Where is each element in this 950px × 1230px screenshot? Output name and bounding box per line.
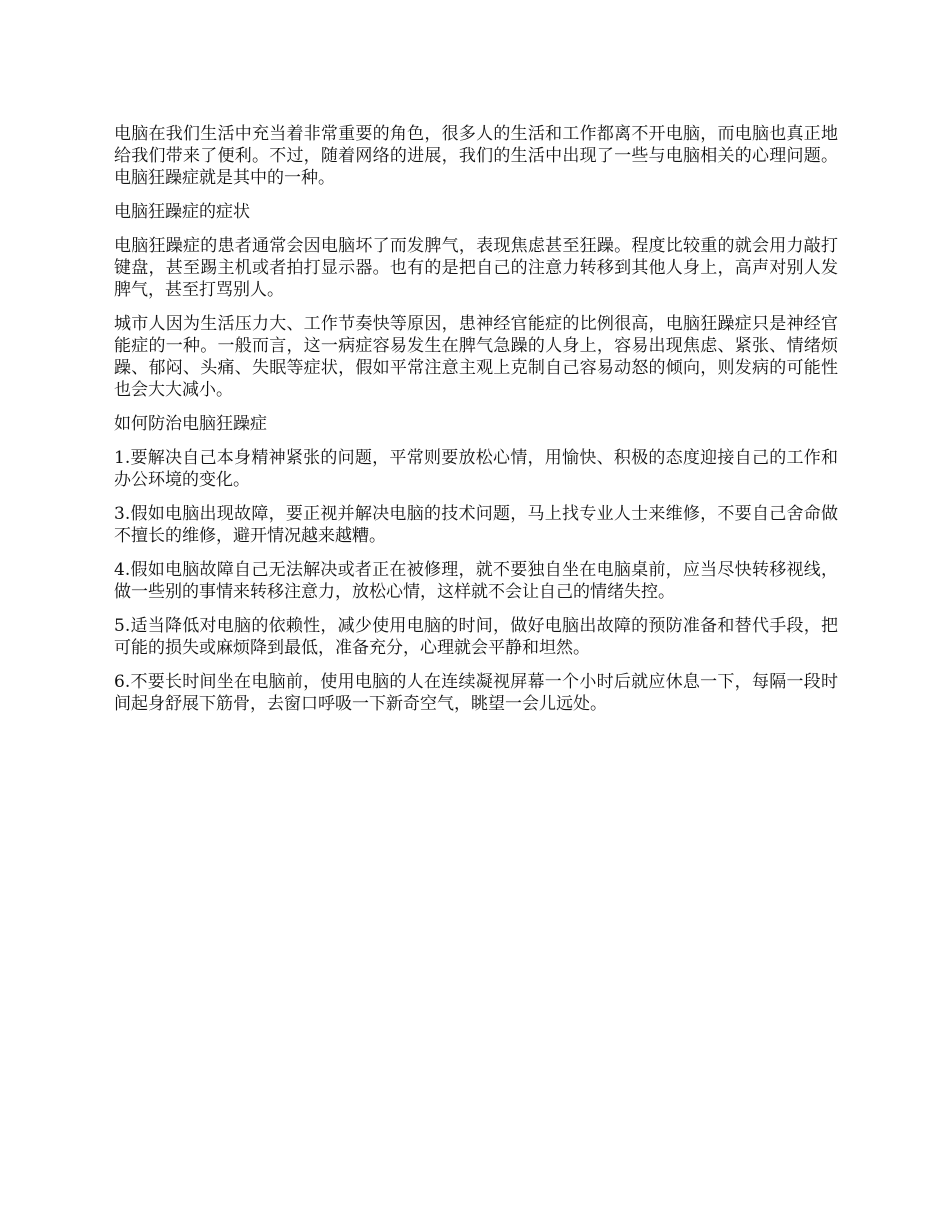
tip-item: 3.假如电脑出现故障，要正视并解决电脑的技术问题，马上找专业人士来维修，不要自己舍命做不擅长的维修，避开情况越来越糟。 xyxy=(114,504,838,546)
section-heading-symptoms: 电脑狂躁症的症状 xyxy=(114,202,250,222)
tip-item: 4.假如电脑故障自己无法解决或者正在被修理，就不要独自坐在电脑桌前，应当尽快转移视线，做一些别的事情来转移注意力，放松心情，这样就不会让自己的情绪失控。 xyxy=(114,560,838,602)
intro-paragraph: 电脑在我们生活中充当着非常重要的角色，很多人的生活和工作都离不开电脑，而电脑也真正地给我们带来了便利。不过，随着网络的进展，我们的生活中出现了一些与电脑相关的心理问题。电脑狂躁症就是其中的一种。 xyxy=(114,124,838,188)
tip-item: 6.不要长时间坐在电脑前，使用电脑的人在连续凝视屏幕一个小时后就应休息一下，每隔一段时间起身舒展下筋骨，去窗口呼吸一下新奇空气，眺望一会儿远处。 xyxy=(114,672,838,714)
tip-item: 1.要解决自己本身精神紧张的问题，平常则要放松心情，用愉快、积极的态度迎接自己的工作和办公环境的变化。 xyxy=(114,448,838,490)
section-heading-prevention: 如何防治电脑狂躁症 xyxy=(114,414,267,434)
symptoms-paragraph-2: 城市人因为生活压力大、工作节奏快等原因，患神经官能症的比例很高，电脑狂躁症只是神经官能症的一种。一般而言，这一病症容易发生在脾气急躁的人身上，容易出现焦虑、紧张、情绪烦躁、郁闷、头痛、失眠等症状，假如平常注意主观上克制自己容易动怒的倾向，则发病的可能性也会大大减小。 xyxy=(114,314,838,400)
tip-item: 5.适当降低对电脑的依赖性，减少使用电脑的时间，做好电脑出故障的预防准备和替代手段，把可能的损失或麻烦降到最低，准备充分，心理就会平静和坦然。 xyxy=(114,616,838,658)
symptoms-paragraph-1: 电脑狂躁症的患者通常会因电脑坏了而发脾气，表现焦虑甚至狂躁。程度比较重的就会用力敲打键盘，甚至踢主机或者拍打显示器。也有的是把自己的注意力转移到其他人身上，高声对别人发脾气，甚至打骂别人。 xyxy=(114,236,838,300)
document-body xyxy=(114,123,838,727)
